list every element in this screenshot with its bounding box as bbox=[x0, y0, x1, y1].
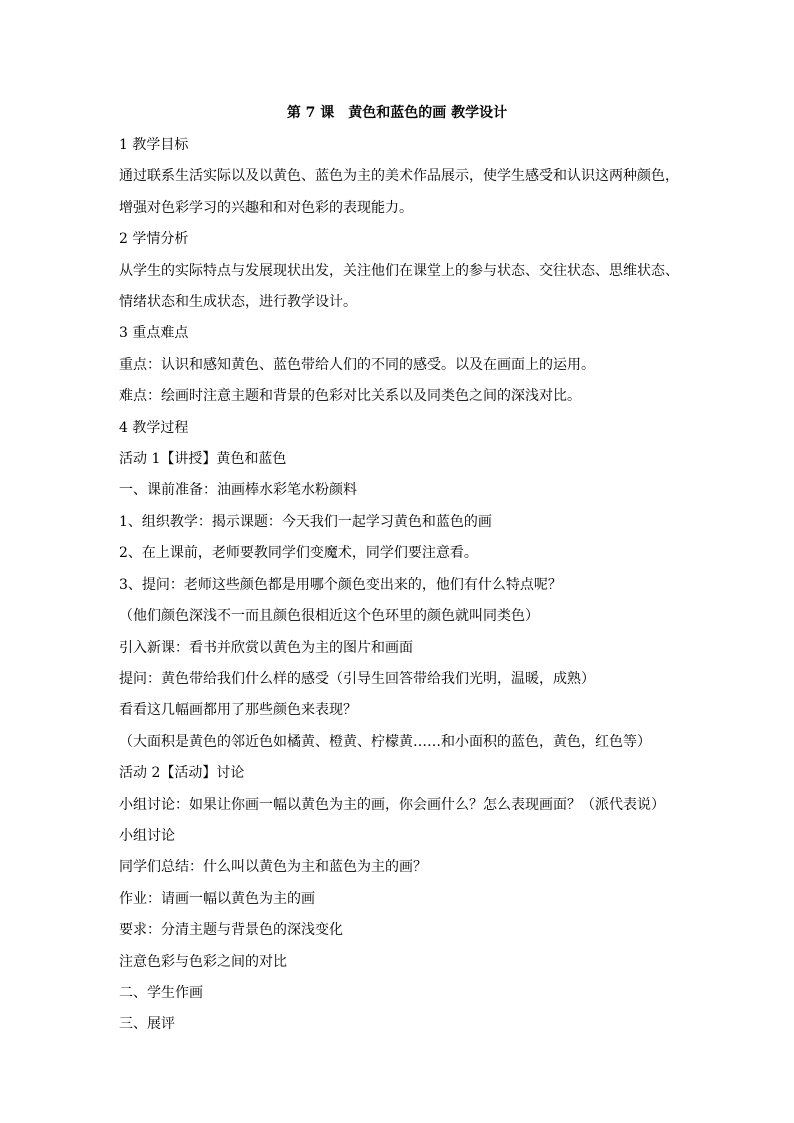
document-body bbox=[119, 130, 679, 1041]
paragraph: 二、学生作画 bbox=[119, 984, 203, 1001]
paragraph: 提问：黄色带给我们什么样的感受（引导生回答带给我们光明，温暖，成熟） bbox=[119, 670, 595, 687]
paragraph: 从学生的实际特点与发展现状出发，关注他们在课堂上的参与状态、交往状态、思维状态、 bbox=[119, 262, 679, 279]
paragraph: 难点：绘画时注意主题和背景的色彩对比关系以及同类色之间的深浅对比。 bbox=[119, 388, 581, 405]
paragraph: 小组讨论：如果让你画一幅以黄色为主的画，你会画什么？怎么表现画面？（派代表说） bbox=[119, 796, 665, 813]
paragraph: 作业：请画一幅以黄色为主的画 bbox=[119, 890, 315, 907]
document-title: 第 7 课 黄色和蓝色的画 教学设计 bbox=[286, 105, 508, 121]
paragraph: 3、提问：老师这些颜色都是用哪个颜色变出来的，他们有什么特点呢？ bbox=[119, 576, 562, 593]
paragraph: 增强对色彩学习的兴趣和和对色彩的表现能力。 bbox=[119, 199, 413, 216]
paragraph: （他们颜色深浅不一而且颜色很相近这个色环里的颜色就叫同类色） bbox=[119, 608, 539, 625]
section-heading-process: 4 教学过程 bbox=[119, 419, 189, 436]
paragraph: 1、组织教学：揭示课题：今天我们一起学习黄色和蓝色的画 bbox=[119, 513, 492, 530]
activity-heading: 活动 2【活动】讨论 bbox=[119, 765, 245, 782]
paragraph: 2、在上课前，老师要教同学们变魔术，同学们要注意看。 bbox=[119, 545, 478, 562]
paragraph: 引入新课：看书并欣赏以黄色为主的图片和画面 bbox=[119, 639, 413, 656]
paragraph: 看看这几幅画都用了那些颜色来表现？ bbox=[119, 702, 357, 719]
paragraph: 注意色彩与色彩之间的对比 bbox=[119, 953, 287, 970]
paragraph: 三、展评 bbox=[119, 1016, 175, 1033]
section-heading-objectives: 1 教学目标 bbox=[119, 137, 189, 153]
section-heading-key-points: 3 重点难点 bbox=[119, 325, 189, 342]
section-heading-analysis: 2 学情分析 bbox=[119, 231, 189, 248]
paragraph: 情绪状态和生成状态，进行教学设计。 bbox=[119, 294, 357, 311]
paragraph: （大面积是黄色的邻近色如橘黄、橙黄、柠檬黄……和小面积的蓝色，黄色，红色等） bbox=[119, 733, 651, 750]
paragraph: 同学们总结：什么叫以黄色为主和蓝色为主的画？ bbox=[119, 859, 427, 876]
paragraph: 要求：分清主题与背景色的深浅变化 bbox=[119, 922, 343, 939]
paragraph: 重点：认识和感知黄色、蓝色带给人们的不同的感受。以及在画面上的运用。 bbox=[119, 356, 595, 373]
paragraph: 通过联系生活实际以及以黄色、蓝色为主的美术作品展示，使学生感受和认识这两种颜色， bbox=[119, 168, 679, 185]
paragraph: 一、课前准备：油画棒水彩笔水粉颜料 bbox=[119, 482, 357, 499]
paragraph: 小组讨论 bbox=[119, 827, 175, 844]
activity-heading: 活动 1【讲授】黄色和蓝色 bbox=[119, 451, 287, 468]
